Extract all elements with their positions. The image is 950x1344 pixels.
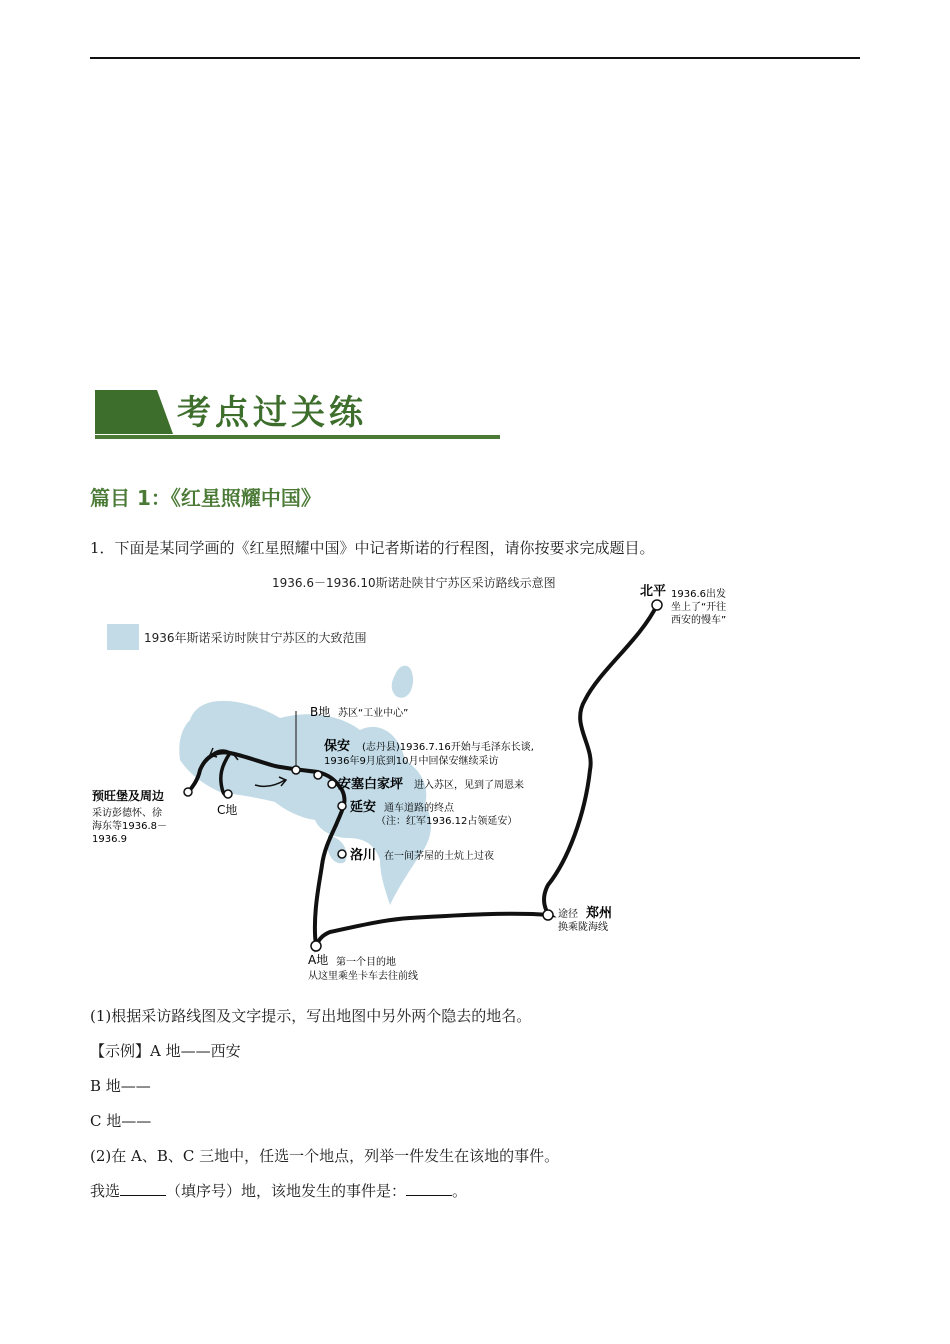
note-a-1: 第一个目的地: [336, 957, 396, 968]
point-c: [224, 790, 232, 798]
label-luochuan: 洛川: [350, 848, 377, 863]
point-zhengzhou: [543, 910, 553, 920]
point-b: [292, 766, 300, 774]
note-yanan-1: 通车道路的终点: [384, 803, 454, 814]
question-intro: 1．下面是某同学画的《红星照耀中国》中记者斯诺的行程图，请你按要求完成题目。: [90, 539, 655, 557]
label-yuwangbao: 预旺堡及周边: [92, 789, 165, 803]
answer-line: [90, 1181, 467, 1201]
note-zhengzhou: 换乘陇海线: [558, 922, 608, 933]
banner-title: 考点过关练: [177, 393, 367, 433]
point-yanan: [338, 802, 346, 810]
label-yanan: 延安: [350, 800, 377, 815]
note-beiping-3: 西安的慢车”: [671, 615, 727, 626]
label-a: A地: [308, 953, 329, 967]
note-yuwangbao-3: 1936.9: [92, 834, 127, 845]
note-beiping-2: 坐上了“开往: [671, 602, 727, 613]
note-anse: 进入苏区，见到了周恩来: [414, 780, 524, 791]
note-yuwangbao-2: 海东等1936.8－: [92, 821, 167, 832]
answer-mid: （填序号）地，该地发生的事件是：: [166, 1182, 407, 1200]
label-baoan: 保安: [324, 739, 351, 754]
prefix-zhengzhou: 途径: [558, 909, 578, 920]
blank-event[interactable]: [406, 1181, 452, 1196]
route-map: [80, 570, 780, 990]
note-b: 苏区“工业中心”: [338, 708, 409, 719]
point-beiping: [652, 600, 662, 610]
banner-underline: [95, 435, 500, 439]
point-a: [311, 941, 321, 951]
legend-swatch: [107, 624, 139, 650]
label-anse: 安塞白家坪: [338, 777, 404, 792]
label-zhengzhou: 郑州: [586, 906, 613, 921]
map-title: 1936.6－1936.10斯诺赴陕甘宁苏区采访路线示意图: [272, 576, 556, 590]
c-answer-line: C 地——: [90, 1112, 152, 1130]
section-title: 篇目 1：《红星照耀中国》: [90, 486, 321, 510]
legend-text: 1936年斯诺采访时陕甘宁苏区的大致范围: [144, 631, 367, 645]
note-yuwangbao-1: 采访彭德怀、徐: [92, 808, 162, 819]
note-luochuan: 在一间茅屋的土炕上过夜: [384, 851, 494, 862]
point-baoan: [314, 771, 322, 779]
note-baoan-2: 1936年9月底到10月中回保安继续采访: [324, 756, 499, 767]
note-a-2: 从这里乘坐卡车去往前线: [308, 971, 418, 982]
b-answer-line: B 地——: [90, 1077, 151, 1095]
note-beiping-1: 1936.6出发: [671, 589, 726, 600]
sub-question-1: (1)根据采访路线图及文字提示，写出地图中另外两个隐去的地名。: [90, 1007, 532, 1025]
note-yanan-2: （注：红军1936.12占领延安）: [376, 816, 518, 827]
banner-block-icon: [95, 390, 185, 434]
sub-question-2: (2)在 A、B、C 三地中，任选一个地点，列举一件发生在该地的事件。: [90, 1147, 560, 1165]
label-beiping: 北平: [640, 584, 667, 599]
blank-place[interactable]: [120, 1181, 166, 1196]
point-luochuan: [338, 850, 346, 858]
note-baoan-1: (志丹县)1936.7.16开始与毛泽东长谈,: [362, 742, 534, 753]
example-line: 【示例】A 地——西安: [90, 1042, 241, 1060]
label-b: B地: [310, 705, 331, 719]
header-rule: [90, 57, 860, 59]
answer-end: 。: [452, 1182, 468, 1200]
point-yuwangbao: [184, 788, 192, 796]
section-banner: [95, 390, 505, 442]
point-anse: [328, 780, 336, 788]
answer-prefix: 我选: [90, 1182, 121, 1200]
label-c: C地: [217, 803, 238, 817]
